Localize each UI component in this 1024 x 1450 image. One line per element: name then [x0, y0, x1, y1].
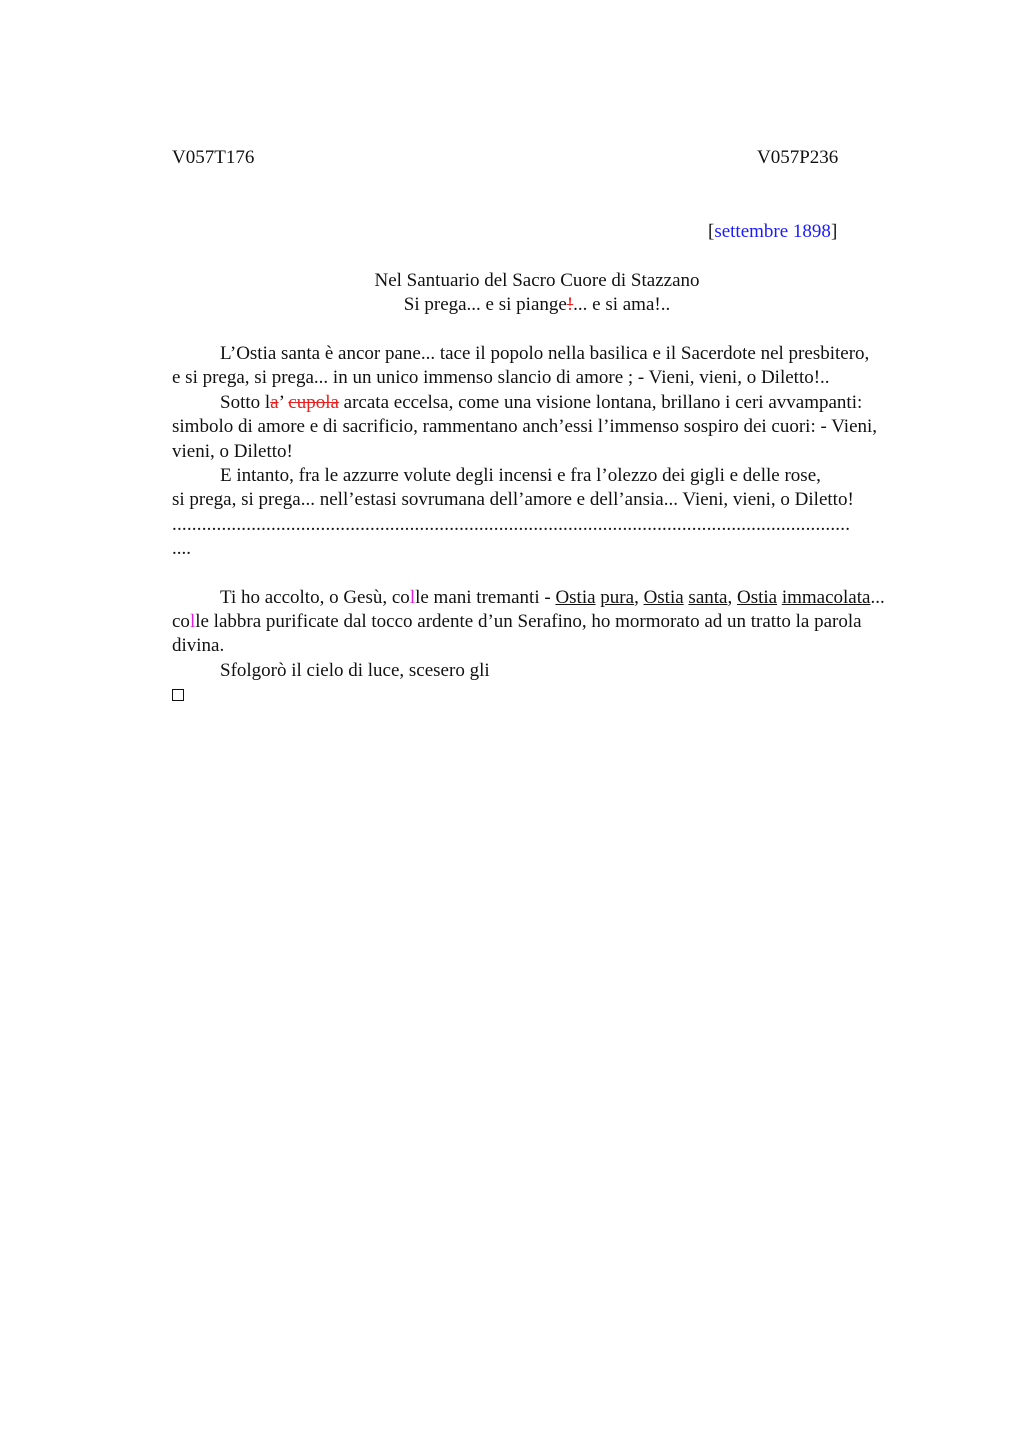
paragraph-1-line-2: e si prega, si prega... in un unico immenso slancio di amore ; - Vieni, vieni, o Diletto!.. — [172, 367, 830, 389]
paragraph-4 — [172, 586, 902, 659]
title-deleted-mark: ! — [566, 294, 574, 315]
paragraph-2-text-b: ’ — [278, 391, 289, 413]
title-line-2-text-b: ... e si ama!.. — [573, 294, 671, 315]
title-line-2-text-a: Si prega... e si piange — [403, 294, 567, 315]
paragraph-2-deleted-letter: a — [270, 391, 279, 413]
paragraph-2-text-a: Sotto l — [220, 391, 271, 413]
body-text — [172, 342, 902, 709]
document-code-right: V057P236 — [757, 147, 839, 168]
paragraph-3 — [172, 464, 902, 488]
separator-2: , — [727, 586, 737, 608]
dotted-separator-tail: .... — [172, 538, 191, 560]
paragraph-5-text: Sfolgorò il cielo di luce, scesero gli — [220, 659, 490, 681]
underlined-ostia-2: Ostia — [643, 586, 684, 608]
paragraph-4-indent — [172, 587, 885, 657]
paragraph-4-inserted-letter-1: l — [409, 586, 416, 608]
document-code-left: V057T176 — [172, 147, 255, 168]
end-marker-row — [172, 683, 902, 708]
paragraph-2 — [172, 391, 902, 415]
empty-square-icon — [172, 689, 184, 701]
date-text: settembre 1898 — [714, 221, 831, 242]
paragraph-4-text-b: le mani tremanti - — [415, 586, 556, 608]
underlined-ostia-1: Ostia — [555, 586, 596, 608]
paragraph-4-inserted-letter-2: l — [189, 611, 196, 633]
paragraph-5 — [172, 659, 902, 683]
underlined-immacolata: immacolata — [781, 586, 871, 608]
title-line-2 — [172, 293, 902, 317]
separator-1: , — [634, 586, 644, 608]
paragraph-2-indent — [172, 392, 862, 413]
paragraph-3-line-2: si prega, si prega... nell’estasi sovrumana dell’amore e dell’ansia... Vieni, vieni, o Diletto! — [172, 489, 854, 511]
paragraph-gap — [172, 562, 902, 586]
paragraph-2-deleted-word: cupola — [288, 391, 339, 413]
underlined-ostia-3: Ostia — [736, 586, 778, 608]
underlined-santa: santa — [688, 586, 728, 608]
paragraph-4-text-d: le labbra purificate dal tocco ardente d’un Serafino, ho mormorato ad un tratto la parola divina. — [172, 611, 862, 657]
paragraph-1-line-1: L’Ostia santa è ancor pane... tace il popolo nella basilica e il Sacerdote nel presbitero, — [220, 343, 870, 364]
title-line-1: Nel Santuario del Sacro Cuore di Stazzano — [374, 270, 700, 291]
date-line — [708, 220, 837, 244]
date-close-bracket: ] — [830, 221, 838, 242]
paragraph-4-text-a: Ti ho accolto, o Gesù, co — [220, 586, 410, 608]
paragraph-2-line-2: simbolo di amore e di sacrificio, rammentano anch’essi l’immenso sospiro dei cuori: - Vieni, vieni, o Diletto! — [172, 416, 878, 462]
paragraph-4-text-c: ... co — [172, 586, 885, 633]
date-open-bracket: [ — [708, 221, 715, 242]
title-block — [172, 269, 902, 317]
paragraph-3-line-1: E intanto, fra le azzurre volute degli incensi e fra l’olezzo dei gigli e delle rose, — [220, 465, 821, 487]
paragraph-1 — [172, 342, 902, 366]
paragraph-2-text-c: arcata eccelsa, come una visione lontana, brillano i ceri avvampanti: — [338, 391, 863, 413]
underlined-pura: pura — [600, 586, 635, 608]
dotted-separator: ......................................................................................................................................... — [172, 513, 851, 535]
